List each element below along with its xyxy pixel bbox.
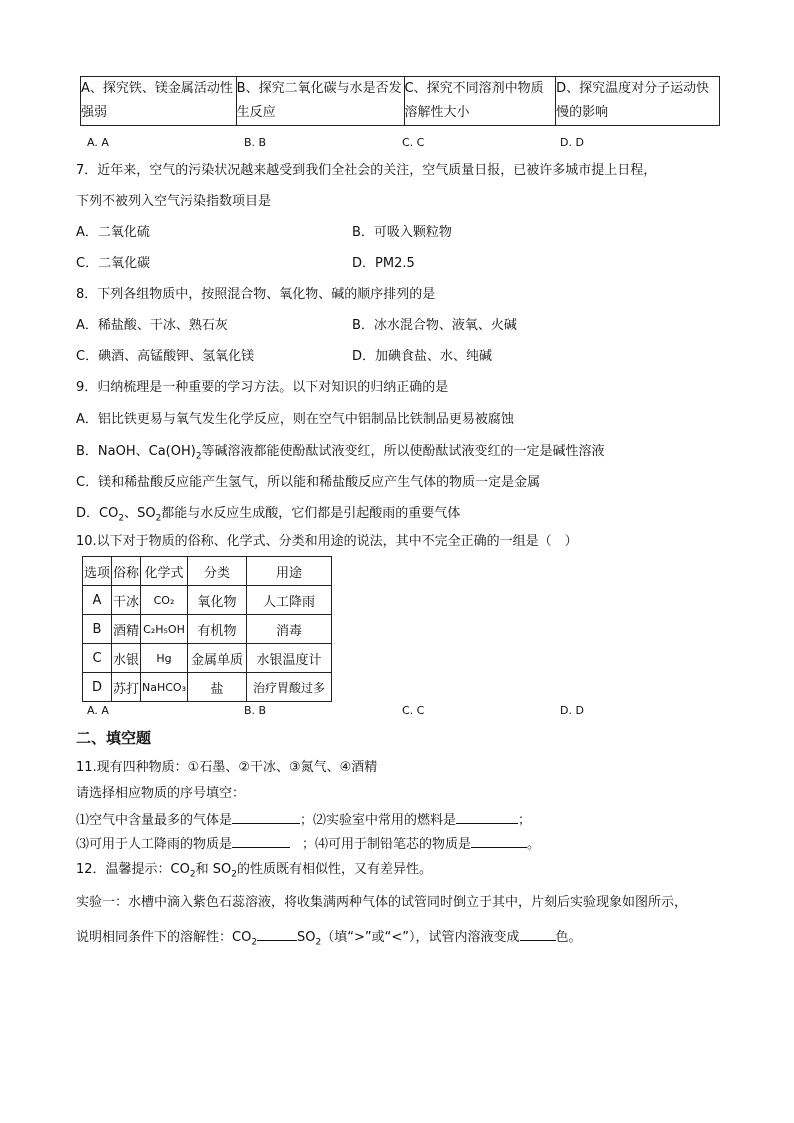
q11-line1: ⑴空气中含量最多的气体是 ；⑵实验室中常用的燃料是 ； <box>76 809 531 831</box>
answer-blank[interactable] <box>257 926 297 941</box>
q8-stem: 8．下列各组物质中，按照混合物、氧化物、碱的顺序排列的是 <box>76 287 436 302</box>
answer-blank[interactable] <box>232 809 300 824</box>
table-cell: 苏打 <box>112 673 141 702</box>
q7-stem-line1: 7．近年来，空气的污染状况越来越受到我们全社会的关注，空气质量日报，已被许多城市提上日程， <box>76 163 657 178</box>
q10-header-row <box>83 557 332 586</box>
q10-header: 分类 <box>188 557 247 586</box>
q7-stem-line2: 下列不被列入空气污染指数项目是 <box>76 194 272 209</box>
q12-experiment-line1: 实验一：水槽中滴入紫色石蕊溶液，将收集满两种气体的试管同时倒立于其中，片刻后实验现象如图所示， <box>76 895 688 910</box>
q7-option-c[interactable]: C．二氧化碳 <box>76 256 151 271</box>
q7-option-b[interactable]: B．可吸入颗粒物 <box>352 225 452 240</box>
q11-stem: 11.现有四种物质：①石墨、②干冰、③氮气、④酒精 <box>76 760 378 775</box>
q10-header: 选项 <box>83 557 112 586</box>
q8-option-b[interactable]: B．冰水混合物、液氧、火碱 <box>352 318 517 333</box>
q9-option-c[interactable]: C．镁和稀盐酸反应能产生氢气，所以能和稀盐酸反应产生气体的物质一定是金属 <box>76 475 541 490</box>
q6-answer-d[interactable]: D. D <box>560 136 584 149</box>
answer-blank[interactable] <box>232 833 290 848</box>
q6-cell-b: B、探究二氧化碳与水是否发生反应 <box>236 77 404 126</box>
q8-option-c[interactable]: C．碘酒、高锰酸钾、氢氧化镁 <box>76 349 255 364</box>
table-row <box>83 586 332 615</box>
q10-answer-c[interactable]: C. C <box>402 704 425 717</box>
q10-header: 俗称 <box>112 557 141 586</box>
table-cell: 人工降雨 <box>247 586 332 615</box>
q6-answer-c[interactable]: C. C <box>402 136 425 149</box>
q7-option-d[interactable]: D．PM2.5 <box>352 256 415 271</box>
table-row <box>83 673 332 702</box>
table-cell: 水银 <box>112 644 141 673</box>
table-cell: C <box>83 644 112 673</box>
table-cell: 氧化物 <box>188 586 247 615</box>
q10-header: 用途 <box>247 557 332 586</box>
q8-option-a[interactable]: A．稀盐酸、干冰、熟石灰 <box>76 318 228 333</box>
table-cell: 干冰 <box>112 586 141 615</box>
q6-answer-b[interactable]: B. B <box>244 136 267 149</box>
q9-stem: 9．归纳梳理是一种重要的学习方法。以下对知识的归纳正确的是 <box>76 380 449 395</box>
q10-stem: 10.以下对于物质的俗称、化学式、分类和用途的说法，其中不完全正确的一组是（ ） <box>76 534 578 549</box>
q10-table <box>82 556 332 702</box>
table-row <box>83 644 332 673</box>
answer-blank[interactable] <box>520 926 556 941</box>
q7-option-a[interactable]: A．二氧化硫 <box>76 225 150 240</box>
q11-prompt: 请选择相应物质的序号填空： <box>76 786 246 801</box>
q6-cell-a: A、探究铁、镁金属活动性强弱 <box>81 77 237 126</box>
q10-header: 化学式 <box>141 557 188 586</box>
table-cell: 水银温度计 <box>247 644 332 673</box>
table-cell: C₂H₅OH <box>141 615 188 644</box>
section-title: 二、填空题 <box>76 729 152 747</box>
table-cell: 金属单质 <box>188 644 247 673</box>
q10-answer-b[interactable]: B. B <box>244 704 267 717</box>
q12-experiment-line2: 说明相同条件下的溶解性：$CO_2$ $SO_2$（填“>”或“<”），试管内溶液变成 色。 <box>76 926 582 953</box>
table-cell: A <box>83 586 112 615</box>
q9-option-d[interactable]: D．$CO_2$、$SO_2$都能与水反应生成酸，它们都是引起酸雨的重要气体 <box>76 506 461 524</box>
answer-blank[interactable] <box>471 833 527 848</box>
q6-answer-a[interactable]: A. A <box>87 136 109 149</box>
table-cell: 治疗胃酸过多 <box>247 673 332 702</box>
table-row <box>83 615 332 644</box>
table-cell: B <box>83 615 112 644</box>
q12-hint: 12．温馨提示：$CO_2$和 $SO_2$的性质既有相似性，又有差异性。 <box>76 862 432 880</box>
answer-blank[interactable] <box>456 809 518 824</box>
q11-line2: ⑶可用于人工降雨的物质是 ；⑷可用于制铅笔芯的物质是 。 <box>76 833 540 855</box>
q6-cell-d: D、探究温度对分子运动快慢的影响 <box>556 77 720 126</box>
table-cell: 消毒 <box>247 615 332 644</box>
q9-option-b[interactable]: B．NaOH、$Ca(OH)_2$等碱溶液都能使酚酞试液变红，所以使酚酞试液变红的一定是碱性溶液 <box>76 444 605 462</box>
table-cell: CO₂ <box>141 586 188 615</box>
table-cell: 盐 <box>188 673 247 702</box>
q6-table <box>80 76 720 126</box>
q8-option-d[interactable]: D．加碘食盐、水、纯碱 <box>352 349 493 364</box>
table-cell: D <box>83 673 112 702</box>
table-cell: Hg <box>141 644 188 673</box>
table-cell: NaHCO₃ <box>141 673 188 702</box>
table-cell: 酒精 <box>112 615 141 644</box>
q9-option-a[interactable]: A．铝比铁更易与氧气发生化学反应，则在空气中铝制品比铁制品更易被腐蚀 <box>76 412 514 427</box>
q10-answer-d[interactable]: D. D <box>560 704 584 717</box>
q6-cell-c: C、探究不同溶剂中物质溶解性大小 <box>404 77 556 126</box>
table-cell: 有机物 <box>188 615 247 644</box>
q10-answer-a[interactable]: A. A <box>87 704 109 717</box>
